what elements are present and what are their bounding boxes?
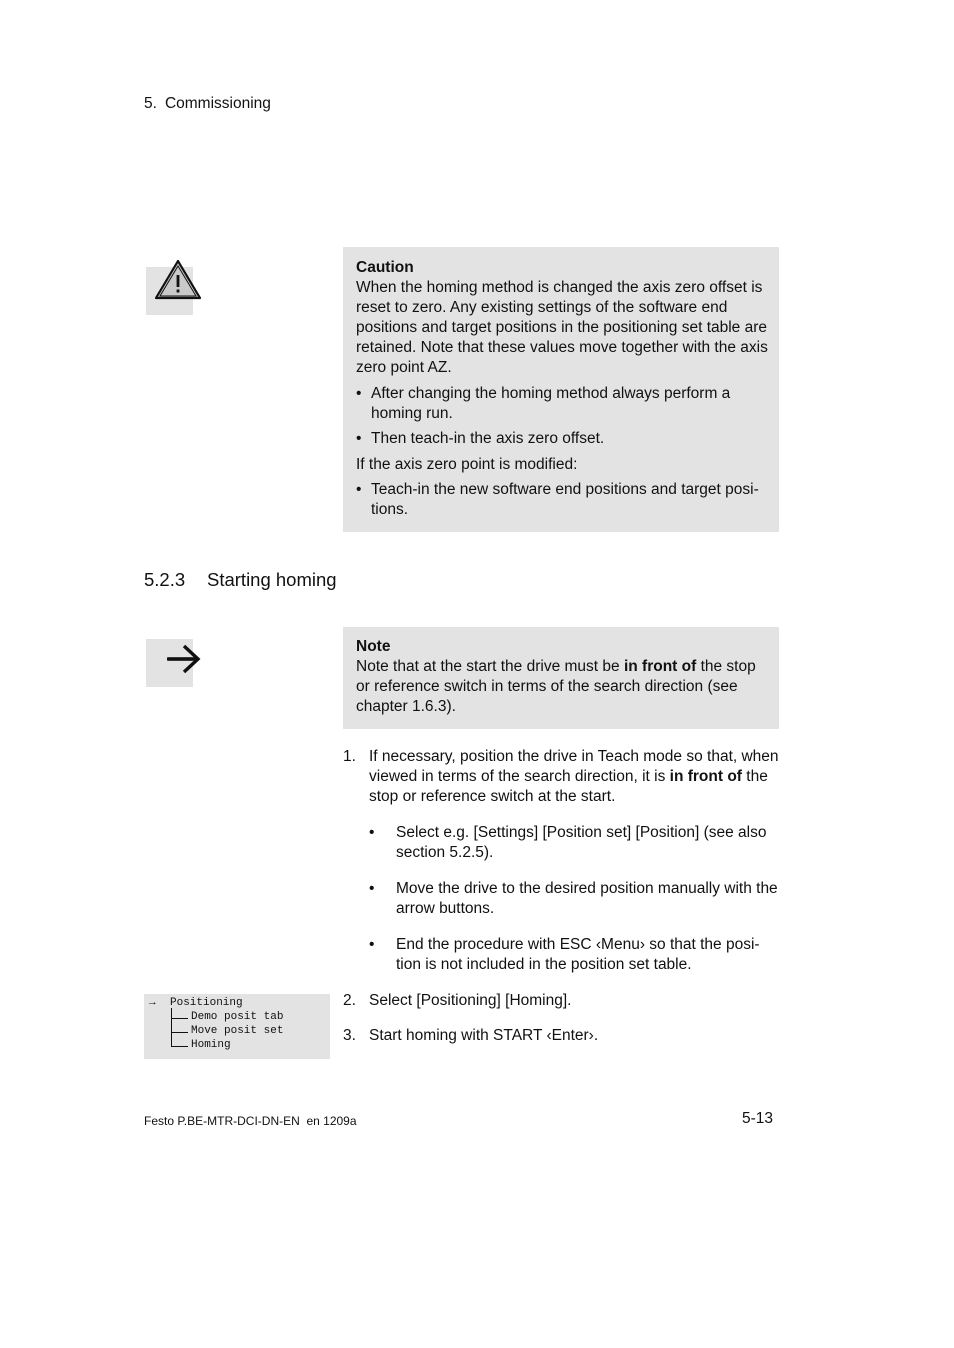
menu-cursor-arrow: → (149, 997, 156, 1009)
sub-step: • Select e.g. [Settings] [Position set] [Position] (see also section 5.2.5). (369, 823, 779, 863)
sub-step: • End the procedure with ESC ‹Menu› so that the posi-tion is not included in the position set table. (369, 935, 779, 975)
note-box (343, 627, 779, 729)
bullet-text: Then teach-in the axis zero offset. (371, 430, 605, 447)
sub-step: • Move the drive to the desired position manually with the arrow buttons. (369, 880, 778, 917)
step-2 (343, 991, 779, 1011)
step-text-part: If necessary, position the drive in Teach mode so that, when viewed in terms of the search direction, it is (369, 748, 779, 785)
running-header (144, 95, 271, 113)
footer-document-id: Festo P.BE-MTR-DCI-DN-EN en 1209a (144, 1114, 357, 1128)
step-text (369, 747, 779, 807)
menu-item: Homing (191, 1039, 231, 1051)
step-number: 1. (343, 748, 356, 765)
section-heading (144, 568, 337, 592)
note-text-bold: in front of (623, 658, 697, 675)
caution-bullet: • Then teach-in the axis zero offset. (356, 430, 605, 447)
bullet-text: After changing the homing method always perform a homing run. (371, 385, 731, 422)
tree-connector (171, 1032, 188, 1047)
step-number: 3. (343, 1027, 356, 1044)
step-text: Start homing with START ‹Enter›. (369, 1027, 599, 1044)
step-1 (343, 747, 779, 807)
chapter-number: 5. (144, 95, 157, 112)
note-text (356, 657, 769, 717)
caution-box (343, 247, 779, 532)
caution-text: When the homing method is changed the axis zero offset is reset to zero. Any existing settings of the software end positions and target positions in the positioning set table are retained. Note that these values move together with the axis zero point AZ. (356, 279, 768, 376)
menu-display (144, 994, 330, 1059)
note-title: Note (356, 638, 391, 655)
step-3 (343, 1026, 779, 1046)
step-text-bold: in front of (669, 768, 742, 785)
menu-root-item: Positioning (170, 997, 243, 1009)
step-text-part: the stop or reference switch at the start. (369, 768, 768, 805)
caution-bullet: • Teach-in the new software end positions and target posi-tions. (356, 480, 769, 520)
sub-step-text: End the procedure with ESC ‹Menu› so that the posi-tion is not included in the position set table. (396, 936, 760, 973)
caution-condition: If the axis zero point is modified: (356, 456, 578, 473)
note-sign (146, 639, 193, 687)
note-text-part: Note that at the start the drive must be (356, 658, 624, 675)
caution-bullet: • After changing the homing method always perform a homing run. (356, 384, 769, 424)
warning-triangle-outline (153, 258, 213, 308)
note-text-part: the stop or reference switch in terms of the search direction (see chapter 1.6.3). (356, 658, 756, 715)
step-text: Select [Positioning] [Homing]. (369, 992, 572, 1009)
step-number: 2. (343, 992, 356, 1009)
caution-sign (146, 267, 193, 315)
section-number: 5.2.3 (144, 569, 186, 590)
tree-connector (171, 1018, 188, 1033)
chapter-title: Commissioning (164, 95, 271, 112)
arrow-right-glyph (166, 644, 206, 674)
menu-item: Demo posit tab (191, 1011, 284, 1023)
sub-step-text: Select e.g. [Settings] [Position set] [Position] (see also section 5.2.5). (396, 824, 767, 861)
footer-page-number: 5-13 (742, 1110, 774, 1127)
caution-title: Caution (356, 259, 414, 276)
bullet-text: Teach-in the new software end positions and target posi-tions. (371, 481, 759, 518)
sub-step-text: Move the drive to the desired position manually with the arrow buttons. (396, 880, 778, 917)
section-title: Starting homing (207, 569, 337, 590)
menu-item: Move posit set (191, 1025, 284, 1037)
